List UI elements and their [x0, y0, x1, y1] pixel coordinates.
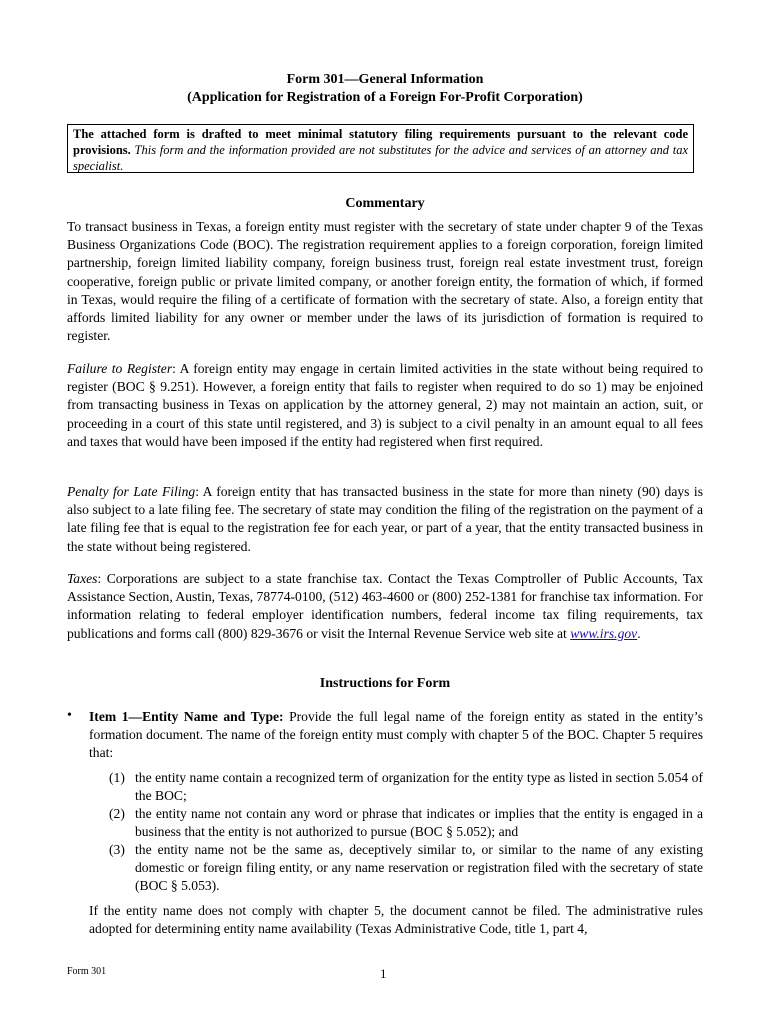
subitem-2-number: (2)	[109, 806, 125, 821]
failure-to-register-label: Failure to Register	[67, 361, 173, 376]
subitem-1-number: (1)	[109, 770, 125, 785]
failure-to-register-text: : A foreign entity may engage in certain limited activities in the state without being required to register (BOC § 9.251). However, a foreign entity that fails to register when required to do so 1) may be enjoined from transacting business in Texas on application by the attorney general, 2) may not maintain an action, suit, or proceeding in a court of this state until registered, and 3) is subject to a civil penalty in an amount equal to all fees and taxes that would have been imposed if the entity had registered when first required.	[67, 361, 703, 449]
late-filing-paragraph	[67, 483, 703, 556]
failure-to-register-paragraph	[67, 360, 703, 451]
bullet-icon: •	[67, 708, 72, 723]
subitem-1-text: the entity name contain a recognized term of organization for the entity type as listed in section 5.054 of the BOC;	[135, 770, 703, 804]
subitem-2	[109, 805, 703, 841]
item1-closing-paragraph: If the entity name does not comply with chapter 5, the document cannot be filed. The administrative rules adopted for determining entity name availability (Texas Administrative Code, title 1, part 4,	[89, 903, 703, 937]
disclaimer-bold-text: The attached form is drafted to meet minimal statutory filing requirements pursuant to the relevant code provisions.	[73, 127, 688, 157]
subitem-3-number: (3)	[109, 842, 125, 857]
footer-form-label: Form 301	[67, 966, 107, 977]
commentary-heading: Commentary	[345, 196, 425, 211]
subitem-3	[109, 841, 703, 896]
item1-paragraph	[89, 708, 703, 763]
taxes-label: Taxes	[67, 571, 98, 586]
commentary-intro: To transact business in Texas, a foreign entity must register with the secretary of state under chapter 9 of the Texas Business Organizations Code (BOC). The registration requirement applies to a foreign corporation, foreign limited partnership, foreign limited liability company, foreign business trust, foreign real estate investment trust, foreign cooperative, foreign public or private limited company, or another foreign entity, the formation of which, if formed in Texas, would require the filing of a certificate of formation with the secretary of state. Also, a foreign entity that affords limited liability for any owner or member under the laws of its jurisdiction of formation is required to register.	[67, 219, 703, 344]
taxes-end: .	[637, 625, 641, 641]
taxes-paragraph	[67, 570, 703, 643]
page-title-line2: (Application for Registration of a Foreign For-Profit Corporation)	[187, 90, 583, 105]
page-title-line1: Form 301—General Information	[286, 72, 484, 87]
irs-website-link[interactable]: www.irs.gov	[570, 625, 638, 641]
disclaimer-box	[67, 124, 694, 173]
disclaimer-italic-text: This form and the information provided are not substitutes for the advice and services of an attorney and tax specialist.	[73, 143, 689, 173]
late-filing-text: : A foreign entity that has transacted business in the state for more than ninety (90) days is also subject to a late filing fee. The secretary of state may condition the filing of the registration on the payment of a late filing fee that is equal to the registration fee for each year, or part of a year, that the entity transacted business in the state without being registered.	[67, 484, 703, 554]
subitem-1	[109, 769, 703, 805]
late-filing-label: Penalty for Late Filing	[67, 484, 196, 499]
subitem-3-text: the entity name not be the same as, deceptively similar to, or similar to the name of any existing domestic or foreign filing entity, or any name reservation or registration filed with the secretary of state (BOC § 5.053).	[135, 842, 703, 894]
subitem-2-text: the entity name not contain any word or phrase that indicates or implies that the entity is engaged in a business that the entity is not authorized to pursue (BOC § 5.052); and	[135, 806, 703, 840]
item1-text: Provide the full legal name of the foreign entity as stated in the entity’s formation document. The name of the foreign entity must comply with chapter 5 of the BOC. Chapter 5 requires that:	[89, 709, 703, 761]
item1-label: Item 1—Entity Name and Type:	[89, 709, 284, 724]
taxes-text: : Corporations are subject to a state franchise tax. Contact the Texas Comptroller of Public Accounts, Tax Assistance Section, Austin, Texas, 78774-0100, (512) 463-4600 or (800) 252-1381 for franchise tax information. For information relating to federal employer identification numbers, federal income tax filing requirements, tax publications and forms call (800) 829-3676 or visit the Internal Revenue Service web site at	[67, 571, 703, 641]
instructions-heading: Instructions for Form	[319, 676, 451, 691]
page-number: 1	[380, 966, 387, 981]
